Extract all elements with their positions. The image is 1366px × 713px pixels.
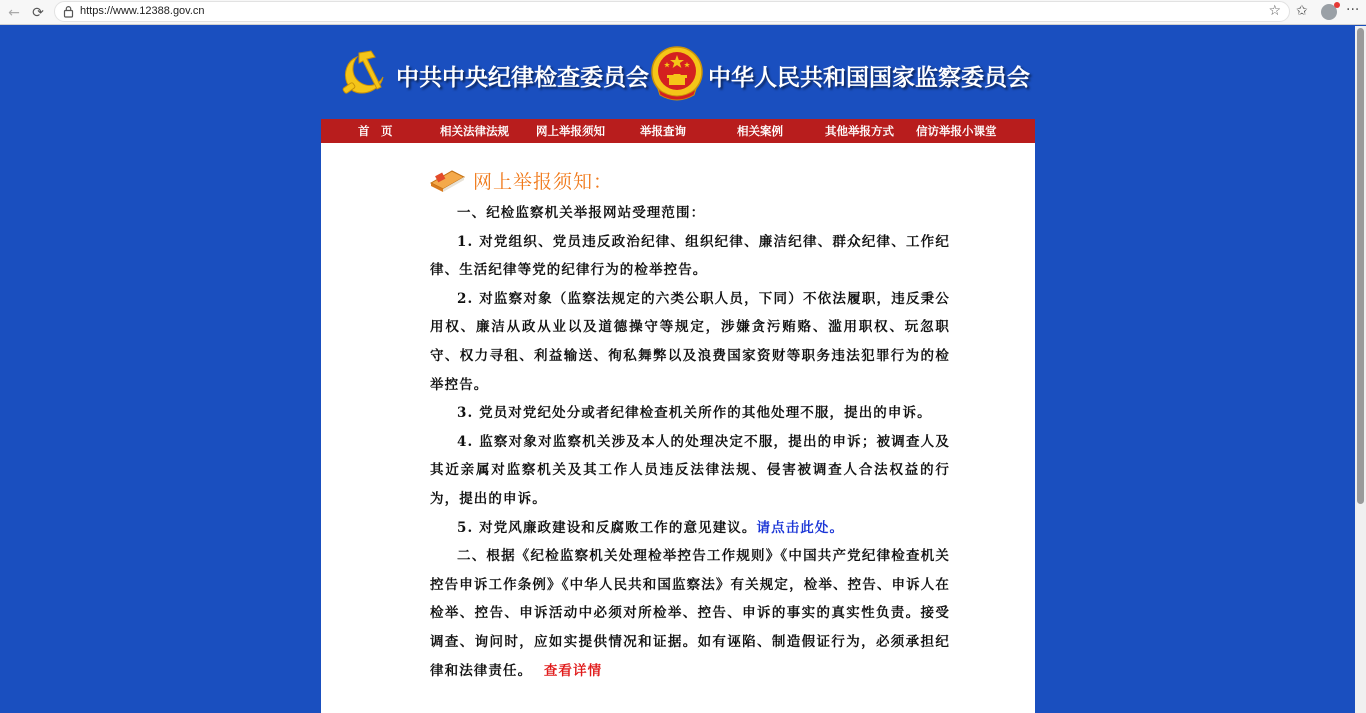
paragraph-rules-text: 二、根据《纪检监察机关处理检举控告工作规则》《中国共产党纪律检查机关控告申诉工作条例》《中华人民共和国监察法》有关规定，检举、控告、申诉人在检举、控告、申诉活动中必须对所检举、控告、申诉的事实的真实性负责。接受调查、询问时，应如实提供情况和证据。如有诬陷、制造假证行为，必须承担纪律和法律责任。: [430, 548, 950, 679]
paragraph-item-1: 1. 对党组织、党员违反政治纪律、组织纪律、廉洁纪律、群众纪律、工作纪律、生活纪律等党的纪律行为的检举控告。: [430, 233, 950, 279]
nav-item-notice[interactable]: 网上举报须知: [536, 124, 605, 138]
main-nav: [321, 119, 1035, 143]
paragraph-item-3: 3. 党员对党纪处分或者纪律检查机关所作的其他处理不服，提出的申诉。: [457, 405, 932, 422]
browser-toolbar: [0, 0, 1366, 25]
view-details-link[interactable]: 查看详情: [543, 662, 603, 679]
site-header: [0, 26, 1355, 119]
nav-item-home[interactable]: 首 页: [358, 124, 393, 138]
paragraph-item-2: 2. 对监察对象（监察法规定的六类公职人员，下同）不依法履职，违反秉公用权、廉洁从政从业以及道德操守等规定，涉嫌贪污贿赂、滥用职权、玩忽职守、权力寻租、利益输送、徇私舞弊以及浪费国家资财等职务违法犯罪行为的检举控告。: [430, 290, 950, 393]
paragraph-item-4: 4. 监察对象对监察机关涉及本人的处理决定不服，提出的申诉；被调查人及其近亲属对监察机关及其工作人员违反法律法规、侵害被调查人合法权益的行为，提出的申诉。: [430, 433, 950, 507]
scrollbar-thumb[interactable]: [1357, 28, 1364, 504]
reload-icon[interactable]: ⟳: [32, 5, 44, 21]
profile-icon[interactable]: [1321, 4, 1337, 20]
notice-body: [430, 199, 950, 685]
party-emblem-icon: [337, 47, 389, 99]
suggestion-link[interactable]: 请点击此处。: [756, 519, 845, 536]
content-panel: [321, 143, 1035, 713]
nav-item-query[interactable]: 举报查询: [640, 124, 686, 138]
nav-item-laws[interactable]: 相关法律法规: [440, 124, 509, 138]
nav-item-cases[interactable]: 相关案例: [737, 124, 783, 138]
lock-icon[interactable]: [63, 5, 74, 18]
header-title-ccdi: 中共中央纪律检查委员会: [396, 65, 649, 91]
page-scrollbar[interactable]: [1355, 26, 1366, 713]
nav-item-classroom[interactable]: 信访举报小课堂: [916, 124, 997, 138]
nav-item-other-methods[interactable]: 其他举报方式: [825, 124, 894, 138]
more-icon[interactable]: ···: [1346, 2, 1360, 18]
paragraph-rules: [430, 542, 950, 685]
national-emblem-icon: [650, 45, 704, 103]
notebook-icon: [428, 165, 466, 193]
paragraph-scope: 一、纪检监察机关举报网站受理范围：: [457, 205, 706, 221]
url-text[interactable]: https://www.12388.gov.cn: [80, 5, 205, 17]
header-title-nsc: 中华人民共和国国家监察委员会: [708, 65, 1030, 91]
favorites-icon[interactable]: ✩: [1296, 3, 1308, 19]
paragraph-item-5: [430, 514, 950, 543]
back-arrow-icon[interactable]: ←: [8, 5, 20, 21]
paragraph-item-5-text: 5. 对党风廉政建设和反腐败工作的意见建议。: [457, 519, 757, 536]
star-icon[interactable]: ☆: [1268, 3, 1281, 19]
address-bar[interactable]: [54, 1, 1290, 22]
section-title: 网上举报须知：: [473, 171, 614, 193]
